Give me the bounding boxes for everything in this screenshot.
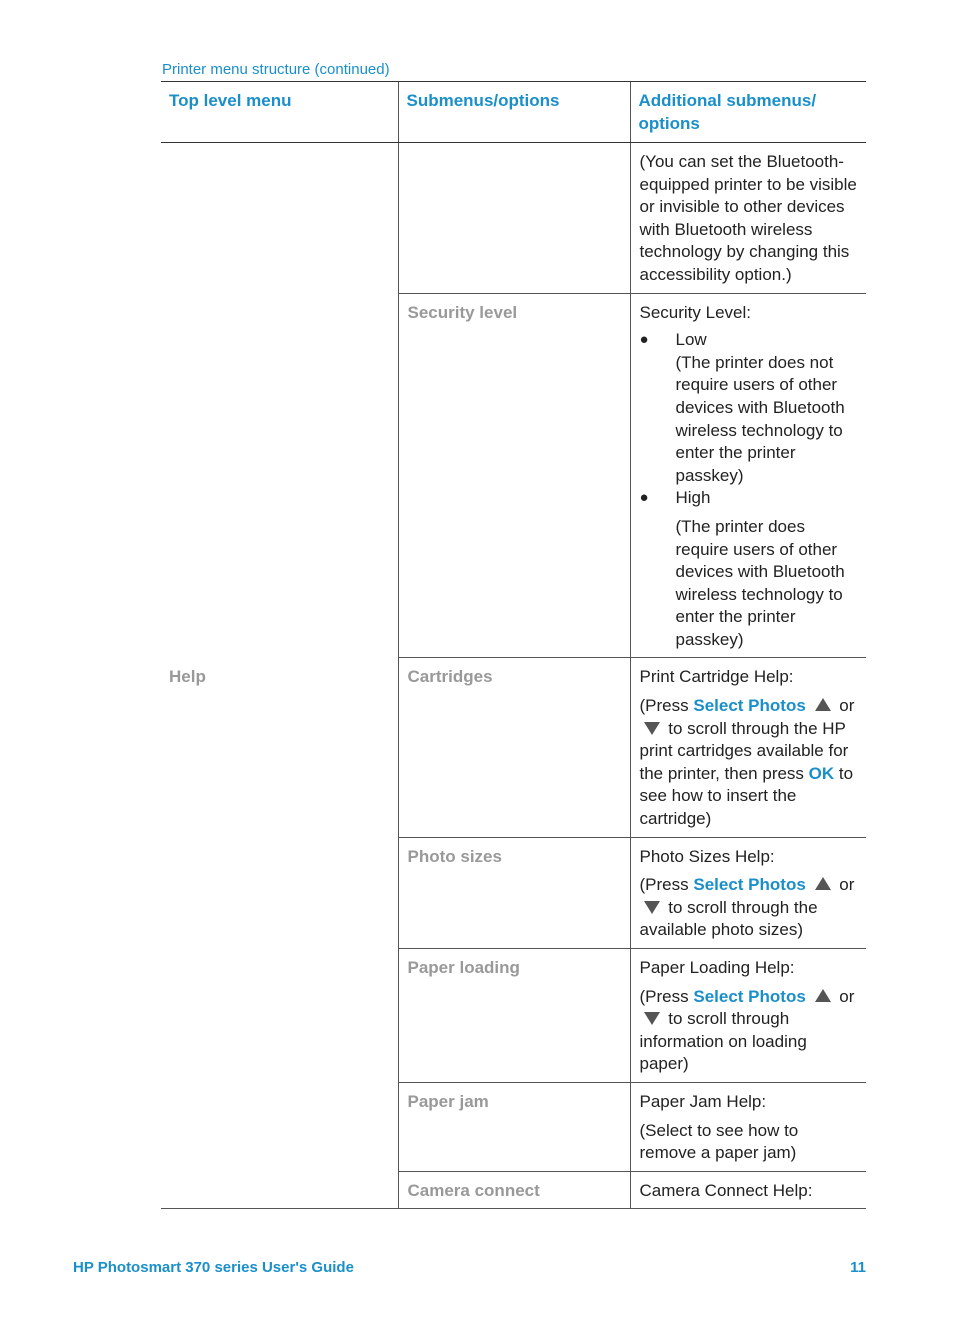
submenu-paper-jam: Paper jam: [398, 1082, 630, 1171]
paper-loading-help-desc: [640, 986, 859, 1076]
photo-sizes-help-title: Photo Sizes Help:: [639, 846, 775, 866]
select-photos-button-label: Select Photos: [693, 875, 806, 895]
submenu-cartridges: Cartridges: [398, 658, 630, 837]
bullet-icon: ●: [639, 331, 649, 349]
footer-guide-title: HP Photosmart 370 series User's Guide: [73, 1259, 354, 1276]
security-low-label: Low: [675, 330, 707, 350]
list-item: [640, 329, 859, 487]
triangle-down-icon: [644, 722, 660, 735]
submenu-cell-empty: [398, 143, 630, 294]
security-high-desc: (The printer does require users of other devices with Bluetooth wireless technology to enter the printer passkey): [675, 516, 845, 649]
printer-menu-table: [161, 81, 866, 1209]
paper-jam-help: [630, 1082, 866, 1171]
header-submenus: Submenus/options: [398, 82, 630, 143]
security-low-desc: (The printer does not require users of other devices with Bluetooth wireless technology to enter the printer passkey): [675, 352, 845, 485]
table-header-row: [161, 82, 866, 143]
ok-button-label: OK: [808, 763, 835, 783]
press-text: (Press: [639, 875, 689, 895]
paper-loading-desc-text: to scroll through information on loading paper): [639, 1009, 807, 1074]
cartridges-desc-text: to scroll through the HP print cartridges available for the printer, then press: [639, 718, 849, 783]
visibility-note-text: (You can set the Bluetooth-equipped printer to be visible or invisible to other devices with Bluetooth wireless technology by changing this accessibility option.): [639, 152, 857, 284]
top-level-cell-empty: [161, 143, 398, 658]
security-high-label: High: [675, 488, 711, 508]
paper-loading-help-title: Paper Loading Help:: [639, 958, 795, 977]
cartridges-help-desc: [640, 695, 859, 831]
cartridges-desc-text-end: to see how to insert the cartridge): [639, 763, 854, 829]
press-text: (Press: [639, 696, 689, 716]
header-additional-submenus: Additional submenus/ options: [630, 82, 866, 143]
camera-connect-help-title: Camera Connect Help:: [639, 1180, 813, 1200]
security-level-title: Security Level:: [639, 302, 751, 322]
header-top-level-menu: Top level menu: [161, 82, 398, 143]
cartridges-help-title: Print Cartridge Help:: [639, 667, 794, 687]
or-text: or: [839, 696, 855, 716]
submenu-photo-sizes: Photo sizes: [398, 837, 630, 948]
or-text: or: [839, 875, 855, 895]
cartridges-help: [630, 658, 866, 837]
triangle-down-icon: [644, 1012, 660, 1025]
press-text: (Press: [639, 986, 689, 1006]
submenu-paper-loading: Paper loading: [398, 949, 630, 1083]
photo-sizes-help-desc: [640, 874, 859, 942]
photo-sizes-help: [630, 837, 866, 948]
triangle-up-icon: [815, 877, 831, 890]
triangle-down-icon: [644, 901, 660, 914]
or-text: or: [839, 986, 855, 1006]
camera-connect-help: [630, 1171, 866, 1209]
security-level-options: [630, 293, 866, 658]
top-level-help: Help: [161, 658, 398, 1209]
submenu-camera-connect: Camera connect: [398, 1171, 630, 1209]
photo-sizes-desc-text: to scroll through the available photo sizes): [639, 897, 818, 940]
footer-page-number: 11: [850, 1259, 866, 1276]
table-caption: Printer menu structure (continued): [162, 61, 390, 78]
table-row: [161, 143, 866, 294]
triangle-up-icon: [815, 989, 831, 1002]
visibility-note: [630, 143, 866, 294]
bullet-icon: ●: [639, 489, 649, 507]
paper-jam-help-title: Paper Jam Help:: [639, 1091, 767, 1111]
paper-jam-help-desc: (Select to see how to remove a paper jam): [639, 1120, 799, 1163]
select-photos-button-label: Select Photos: [693, 696, 806, 716]
submenu-security-level: Security level: [398, 293, 630, 658]
table-row: [161, 658, 866, 837]
paper-loading-help: [630, 949, 866, 1083]
list-item: [640, 487, 859, 510]
triangle-up-icon: [815, 698, 831, 711]
select-photos-button-label: Select Photos: [693, 986, 806, 1006]
